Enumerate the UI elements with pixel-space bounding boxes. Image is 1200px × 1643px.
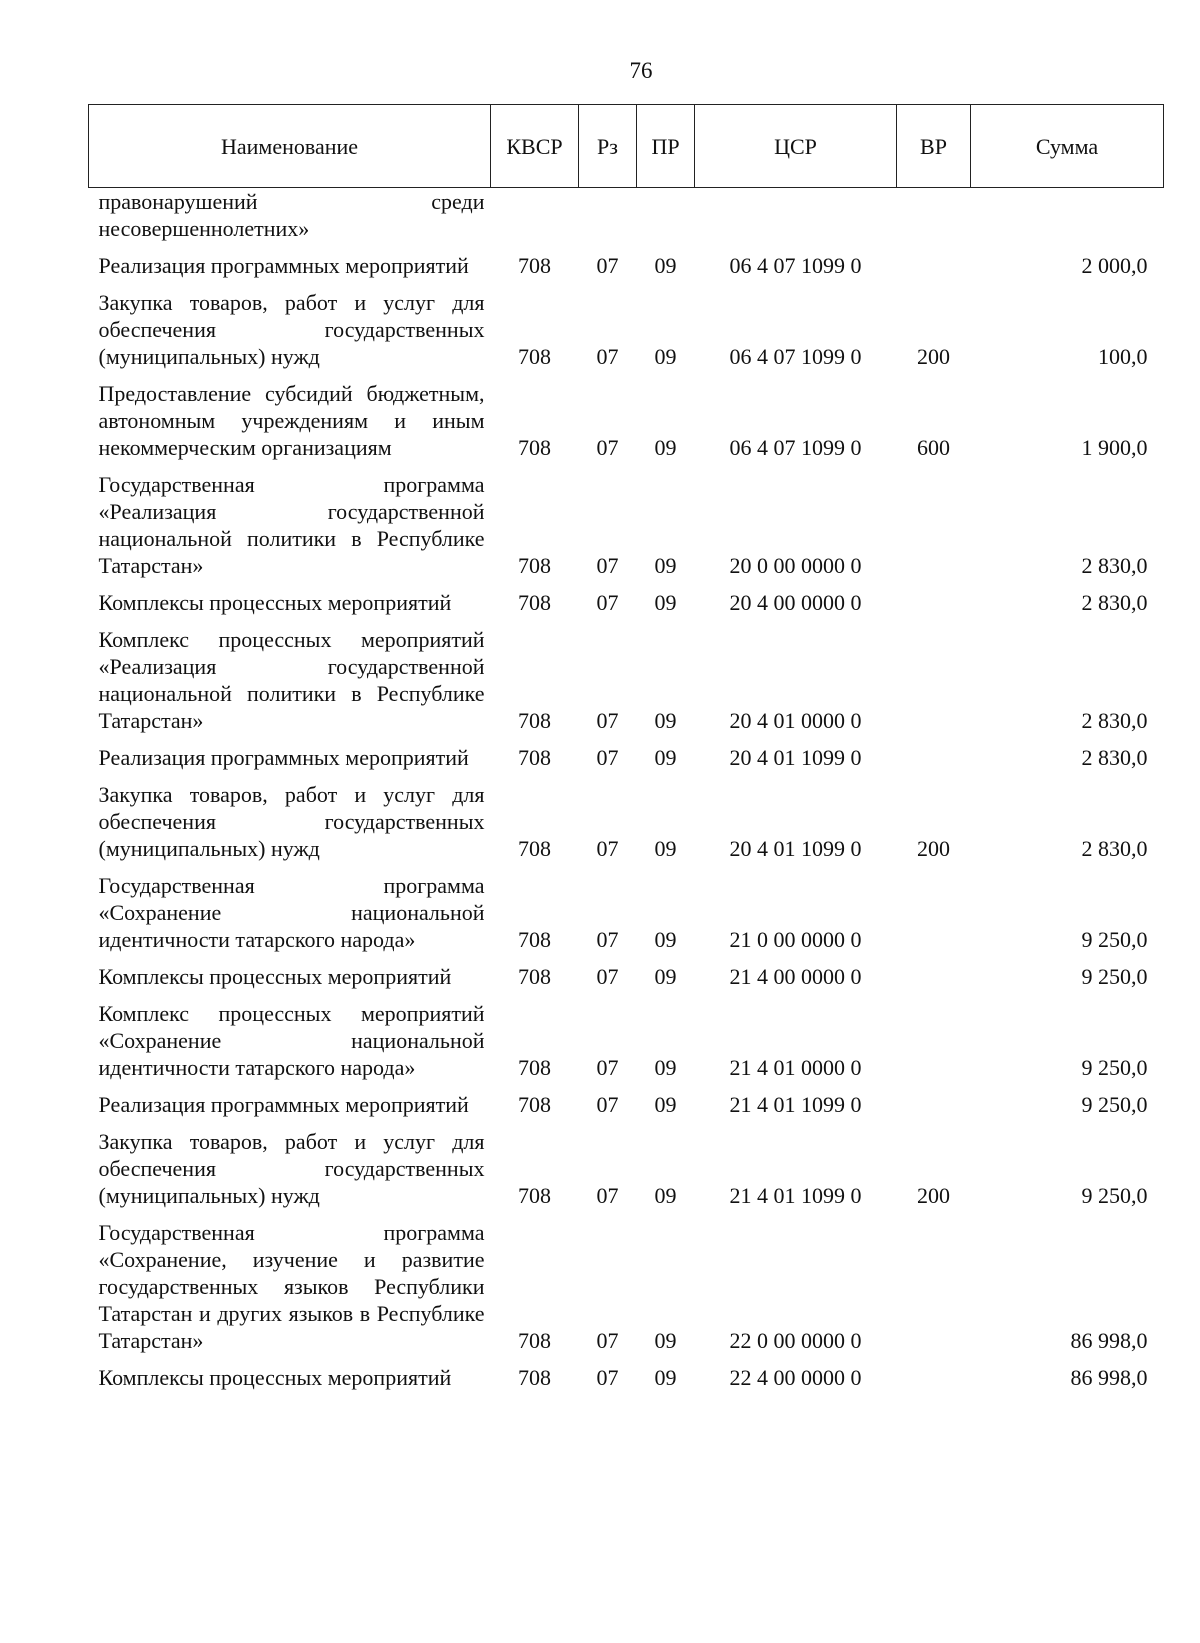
cell-pr: 09: [654, 836, 677, 861]
cell-csr: 21 4 01 1099 0: [729, 1092, 862, 1117]
cell-sum: 2 830,0: [1081, 836, 1148, 861]
cell-rz: 07: [596, 590, 619, 615]
cell-kvsr: 708: [518, 745, 551, 770]
table-row: [89, 1362, 1164, 1399]
cell-name: Комплекс процессных мероприятий «Реализация государственной национальной политики в Республике Татарстан»: [98, 627, 485, 733]
cell-sum: 9 250,0: [1081, 964, 1148, 989]
cell-rz: 07: [596, 344, 619, 369]
cell-kvsr: 708: [518, 708, 551, 733]
cell-pr: 09: [654, 927, 677, 952]
cell-vr: [897, 624, 971, 742]
cell-name: правонарушений среди несовершеннолетних»: [98, 189, 485, 241]
cell-vr: [897, 998, 971, 1089]
cell-name: Закупка товаров, работ и услуг для обеспечения государственных (муниципальных) нужд: [98, 290, 485, 369]
cell-sum: 2 830,0: [1081, 708, 1148, 733]
cell-csr: 21 4 00 0000 0: [729, 964, 862, 989]
cell-pr: 09: [654, 1092, 677, 1117]
cell-name: Предоставление субсидий бюджетным, автономным учреждениям и иным некоммерческим организациям: [98, 381, 485, 460]
cell-pr: 09: [654, 253, 677, 278]
cell-vr: [897, 188, 971, 251]
cell-pr: 09: [654, 1328, 677, 1353]
cell-name: Комплексы процессных мероприятий: [98, 590, 452, 615]
cell-pr: 09: [654, 745, 677, 770]
cell-csr: 21 4 01 1099 0: [729, 1183, 862, 1208]
cell-sum: 86 998,0: [1070, 1365, 1148, 1390]
table-row: [89, 779, 1164, 870]
cell-kvsr: 708: [518, 435, 551, 460]
cell-pr: 09: [654, 553, 677, 578]
cell-name: Государственная программа «Сохранение национальной идентичности татарского народа»: [98, 873, 485, 952]
cell-csr: 06 4 07 1099 0: [729, 253, 862, 278]
table-row: [89, 1089, 1164, 1126]
cell-name: Реализация программных мероприятий: [98, 745, 469, 770]
table-header: [89, 105, 1164, 188]
cell-pr: 09: [654, 708, 677, 733]
cell-kvsr: 708: [518, 1328, 551, 1353]
cell-rz: [579, 188, 637, 251]
cell-kvsr: 708: [518, 1365, 551, 1390]
cell-vr: 200: [917, 836, 950, 861]
header-kvsr: КВСР: [491, 105, 579, 188]
cell-csr: 20 0 00 0000 0: [729, 553, 862, 578]
table-row: [89, 378, 1164, 469]
cell-csr: 21 4 01 0000 0: [729, 1055, 862, 1080]
cell-sum: [971, 188, 1164, 251]
cell-vr: [897, 587, 971, 624]
cell-sum: 9 250,0: [1081, 1183, 1148, 1208]
cell-pr: 09: [654, 1183, 677, 1208]
cell-kvsr: 708: [518, 1055, 551, 1080]
cell-name: Реализация программных мероприятий: [98, 1092, 469, 1117]
cell-csr: 22 0 00 0000 0: [729, 1328, 862, 1353]
cell-rz: 07: [596, 1328, 619, 1353]
cell-pr: 09: [654, 344, 677, 369]
cell-csr: 06 4 07 1099 0: [729, 435, 862, 460]
cell-sum: 2 000,0: [1081, 253, 1148, 278]
cell-sum: 9 250,0: [1081, 1055, 1148, 1080]
cell-rz: 07: [596, 1055, 619, 1080]
cell-vr: 200: [917, 344, 950, 369]
header-csr: ЦСР: [695, 105, 897, 188]
cell-vr: [897, 469, 971, 587]
header-sum: Сумма: [971, 105, 1164, 188]
cell-vr: 600: [917, 435, 950, 460]
cell-sum: 2 830,0: [1081, 553, 1148, 578]
cell-name: Закупка товаров, работ и услуг для обеспечения государственных (муниципальных) нужд: [98, 782, 485, 861]
table-row: [89, 188, 1164, 251]
cell-rz: 07: [596, 553, 619, 578]
cell-name: Закупка товаров, работ и услуг для обеспечения государственных (муниципальных) нужд: [98, 1129, 485, 1208]
cell-vr: [897, 1362, 971, 1399]
table-row: [89, 1217, 1164, 1362]
table-row: [89, 624, 1164, 742]
table-body: [89, 188, 1164, 1400]
cell-vr: [897, 742, 971, 779]
cell-csr: 22 4 00 0000 0: [729, 1365, 862, 1390]
table-row: [89, 287, 1164, 378]
table-row: [89, 961, 1164, 998]
cell-name: Комплексы процессных мероприятий: [98, 964, 452, 989]
cell-kvsr: 708: [518, 344, 551, 369]
cell-csr: 20 4 01 1099 0: [729, 836, 862, 861]
cell-name: Комплекс процессных мероприятий «Сохранение национальной идентичности татарского народа»: [98, 1001, 485, 1080]
cell-name: Комплексы процессных мероприятий: [98, 1365, 452, 1390]
cell-csr: 20 4 01 1099 0: [729, 745, 862, 770]
header-pr: ПР: [637, 105, 695, 188]
cell-kvsr: 708: [518, 253, 551, 278]
table-row: [89, 742, 1164, 779]
cell-kvsr: 708: [518, 590, 551, 615]
cell-pr: 09: [654, 590, 677, 615]
cell-vr: [897, 250, 971, 287]
cell-pr: 09: [654, 964, 677, 989]
cell-csr: 20 4 01 0000 0: [729, 708, 862, 733]
header-name: Наименование: [89, 105, 491, 188]
cell-sum: 100,0: [1098, 344, 1148, 369]
header-rz: Рз: [579, 105, 637, 188]
cell-kvsr: 708: [518, 1183, 551, 1208]
cell-rz: 07: [596, 964, 619, 989]
cell-rz: 07: [596, 1365, 619, 1390]
cell-kvsr: 708: [518, 553, 551, 578]
cell-vr: [897, 1217, 971, 1362]
page-number: 76: [629, 58, 653, 83]
cell-sum: 2 830,0: [1081, 745, 1148, 770]
cell-sum: 86 998,0: [1070, 1328, 1148, 1353]
header-vr: ВР: [897, 105, 971, 188]
cell-rz: 07: [596, 745, 619, 770]
cell-pr: 09: [654, 435, 677, 460]
cell-name: Государственная программа «Реализация государственной национальной политики в Республике Татарстан»: [98, 472, 485, 578]
table-row: [89, 587, 1164, 624]
cell-vr: [897, 870, 971, 961]
cell-pr: [637, 188, 695, 251]
cell-csr: [695, 188, 897, 251]
cell-kvsr: [491, 188, 579, 251]
cell-rz: 07: [596, 927, 619, 952]
table-row: [89, 1126, 1164, 1217]
cell-rz: 07: [596, 836, 619, 861]
cell-rz: 07: [596, 1183, 619, 1208]
cell-sum: 9 250,0: [1081, 1092, 1148, 1117]
cell-csr: 21 0 00 0000 0: [729, 927, 862, 952]
cell-rz: 07: [596, 708, 619, 733]
cell-csr: 20 4 00 0000 0: [729, 590, 862, 615]
cell-vr: [897, 961, 971, 998]
table-row: [89, 870, 1164, 961]
cell-kvsr: 708: [518, 964, 551, 989]
cell-kvsr: 708: [518, 836, 551, 861]
cell-rz: 07: [596, 253, 619, 278]
budget-table: [88, 104, 1164, 1399]
table-row: [89, 469, 1164, 587]
cell-sum: 1 900,0: [1081, 435, 1148, 460]
cell-rz: 07: [596, 1092, 619, 1117]
cell-csr: 06 4 07 1099 0: [729, 344, 862, 369]
cell-vr: [897, 1089, 971, 1126]
cell-sum: 2 830,0: [1081, 590, 1148, 615]
table-row: [89, 998, 1164, 1089]
cell-pr: 09: [654, 1365, 677, 1390]
cell-rz: 07: [596, 435, 619, 460]
cell-kvsr: 708: [518, 1092, 551, 1117]
cell-name: Государственная программа «Сохранение, изучение и развитие государственных языков Республики Татарстан и других языков в Республике Татарстан»: [98, 1220, 485, 1353]
cell-kvsr: 708: [518, 927, 551, 952]
cell-pr: 09: [654, 1055, 677, 1080]
cell-vr: 200: [917, 1183, 950, 1208]
table-row: [89, 250, 1164, 287]
cell-name: Реализация программных мероприятий: [98, 253, 469, 278]
cell-sum: 9 250,0: [1081, 927, 1148, 952]
